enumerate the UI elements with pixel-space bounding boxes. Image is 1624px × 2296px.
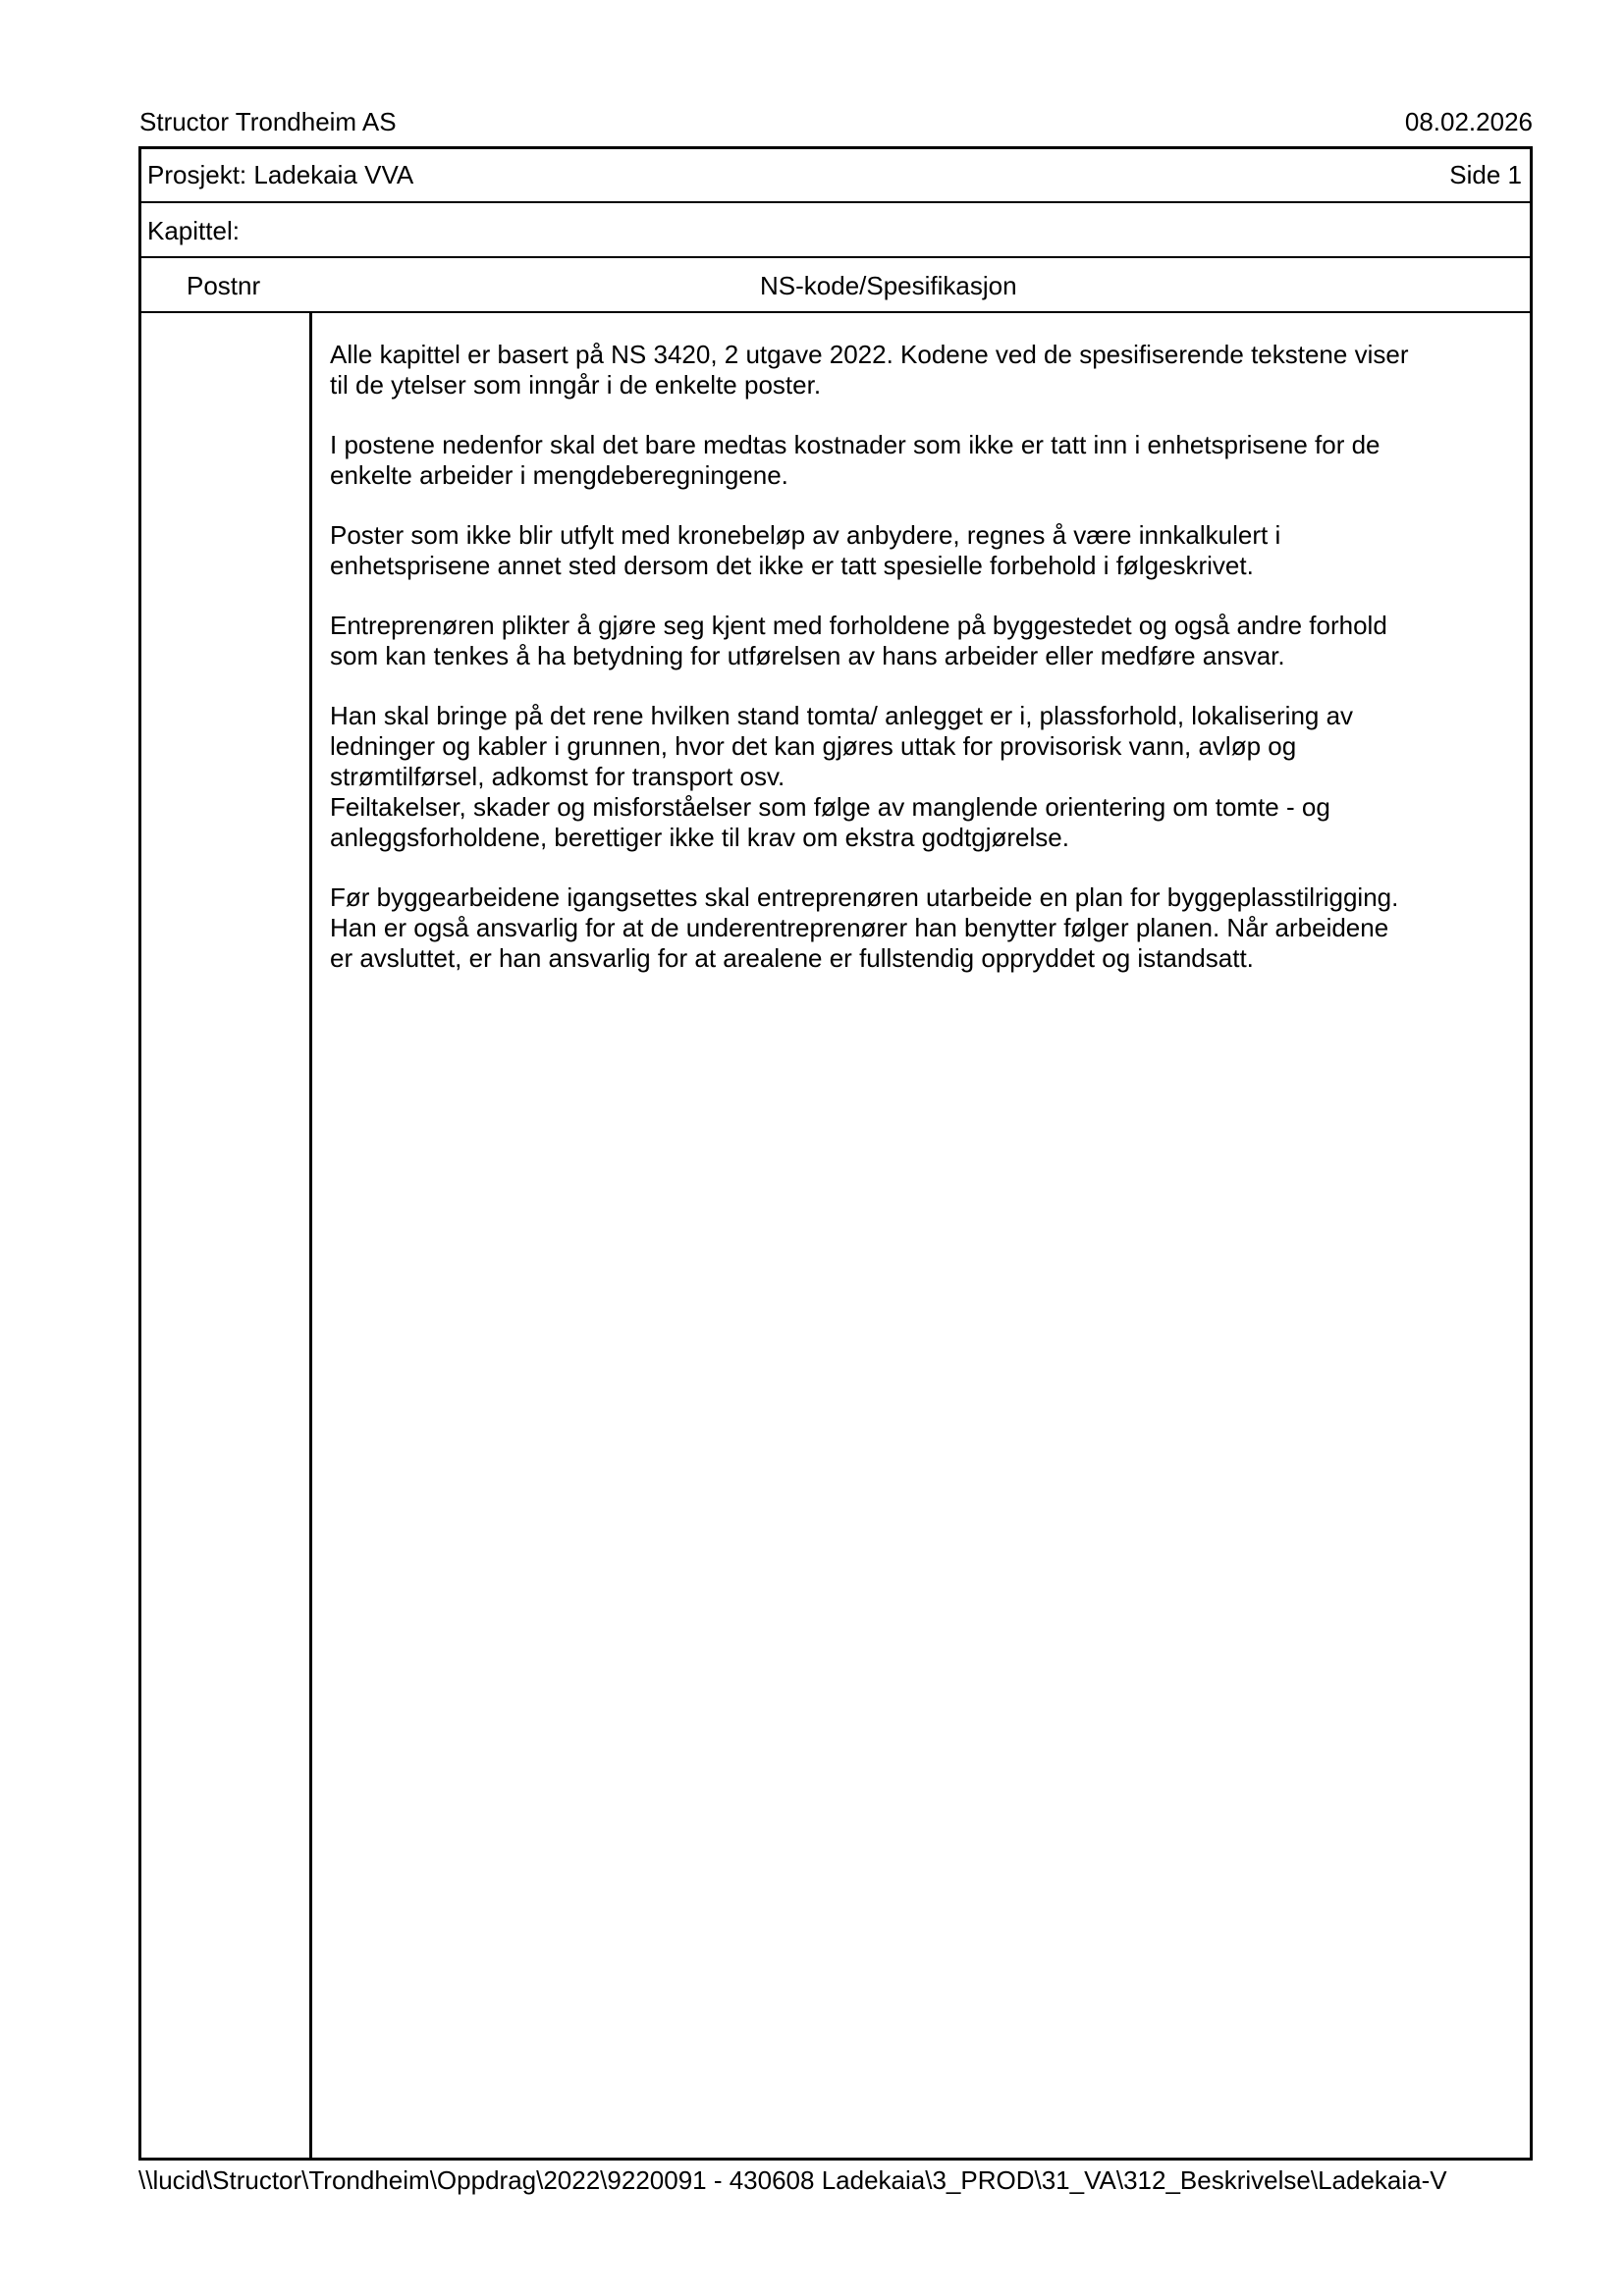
paragraph: Han skal bringe på det rene hvilken stand tomta/ anlegget er i, plassforhold, lokalisering av ledninger og kabler i grunnen, hvor det kan gjøres uttak for provisorisk vann, avløp og strømtilførsel, adkomst for transport osv. Feiltakelser, skader og misforståelser som følge av manglende orientering om tomte - og anleggsforholdene, berettiger ikke til krav om ekstra godtgjørelse.	[330, 701, 1354, 852]
row-divider	[141, 311, 1530, 313]
paragraph: I postene nedenfor skal det bare medtas kostnader som ikke er tatt inn i enhetsprisene for de enkelte arbeider i mengdeberegningene.	[330, 430, 1380, 490]
project-label: Prosjekt: Ladekaia VVA	[147, 160, 414, 189]
column-divider	[309, 312, 312, 2158]
specification-table	[138, 146, 1533, 2161]
paragraph: Poster som ikke blir utfylt med kronebeløp av anbydere, regnes å være innkalkulert i enhetsprisene annet sted dersom det ikke er tatt spesielle forbehold i følgeskrivet.	[330, 520, 1281, 580]
chapter-label: Kapittel:	[147, 216, 240, 245]
column-header-postnr: Postnr	[187, 271, 261, 300]
company-name: Structor Trondheim AS	[139, 107, 397, 136]
file-path-footer: \\lucid\Structor\Trondheim\Oppdrag\2022\9220091 - 430608 Ladekaia\3_PROD\31_VA\312_Beskrivelse\Ladekaia-V	[138, 2165, 1447, 2195]
paragraph: Entreprenøren plikter å gjøre seg kjent med forholdene på byggestedet og også andre forhold som kan tenkes å ha betydning for utførelsen av hans arbeider eller medføre ansvar.	[330, 611, 1387, 670]
paragraph: Alle kapittel er basert på NS 3420, 2 utgave 2022. Kodene ved de spesifiserende tekstene viser til de ytelser som inngår i de enkelte poster.	[330, 340, 1409, 400]
specification-text	[330, 340, 1498, 1003]
row-divider	[141, 256, 1530, 258]
row-divider	[141, 201, 1530, 203]
paragraph: Før byggearbeidene igangsettes skal entreprenøren utarbeide en plan for byggeplasstilrigging. Han er også ansvarlig for at de underentreprenører han benytter følger planen. Når arbeidene er avsluttet, er han ansvarlig for at arealene er fullstendig oppryddet og istandsatt.	[330, 882, 1399, 973]
page-number: Side 1	[1449, 160, 1522, 189]
document-date: 08.02.2026	[1404, 107, 1533, 136]
column-header-spec: NS-kode/Spesifikasjon	[760, 271, 1017, 300]
